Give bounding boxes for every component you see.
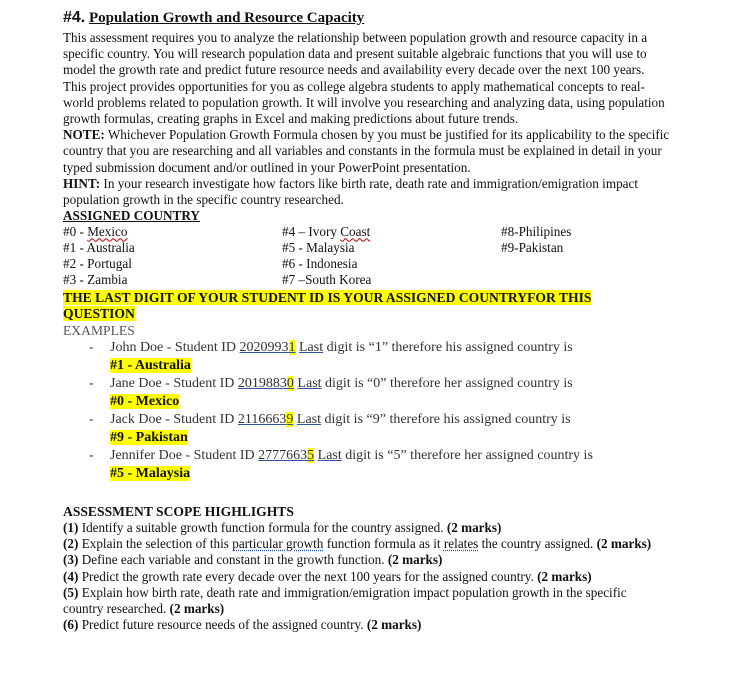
note-text: Whichever Population Growth Formula chosen by you must be justified for its applicability to the specific country that you are researching and all variables and constants in the formula must be explained in detail in your typed submission document and/or outlined in your PowerPoint presentation.: [63, 127, 670, 175]
scope-item-1: [63, 520, 663, 536]
list-dash: -: [89, 375, 94, 391]
hint-paragraph: [63, 176, 675, 208]
intro-paragraph-2: This project provides opportunities for you as college algebra students to apply mathematical concepts to real-world problems related to population growth. It will involve you researching and analyzing data, using population growth formulas, creating graphs in Excel and making predictions about future trends.: [63, 78, 665, 127]
country-item: [63, 224, 282, 240]
scope-item-marks: (2 marks): [596, 536, 652, 552]
question-heading: [63, 8, 732, 28]
last-word: Last: [317, 447, 342, 463]
example-suffix: digit is “0” therefore her assigned country is: [321, 375, 573, 391]
question-number: #4.: [63, 9, 86, 26]
country-item: #9-Pakistan: [501, 239, 564, 255]
example-suffix: digit is “1” therefore his assigned country is: [323, 339, 573, 355]
country-item: #3 - Zambia: [63, 272, 128, 288]
country-column-1: [63, 224, 282, 289]
scope-item-number: (2): [63, 536, 79, 552]
country-item: #1 - Australia: [63, 239, 135, 255]
country-item: #2 - Portugal: [63, 256, 132, 272]
student-id-last-digit: 1: [288, 339, 296, 355]
scope-item-marks: (2 marks): [387, 552, 443, 568]
student-id-digits: 2777663: [258, 447, 308, 463]
list-dash: -: [89, 447, 94, 463]
scope-item-number: (6): [63, 617, 79, 633]
country-name-coast: Coast: [340, 223, 371, 239]
scope-item-text: Predict the growth rate every decade over the next 100 years for the assigned country.: [78, 568, 538, 584]
country-prefix: #4 – Ivory: [282, 223, 341, 239]
student-id-digits: 2020993: [239, 339, 289, 355]
scope-item-text: function formula as it: [323, 536, 444, 552]
example-item: [63, 447, 663, 483]
scope-item-marks: (2 marks): [169, 601, 225, 617]
country-item: #7 –South Korea: [282, 272, 372, 288]
assigned-country-title: ASSIGNED COUNTRY: [63, 208, 200, 224]
country-item: [282, 224, 501, 240]
student-id: [238, 376, 294, 391]
student-id-last-digit: 0: [286, 375, 294, 391]
highlighted-notice: [63, 290, 663, 323]
example-item: [63, 411, 663, 447]
country-column-3: [501, 224, 671, 289]
scope-item-marks: (2 marks): [366, 617, 422, 633]
country-name-mexico: Mexico: [87, 223, 128, 239]
example-country: #1 - Australia: [110, 357, 191, 373]
scope-item-text: Explain how birth rate, death rate and immigration/emigration impact population growth in the specific country researched.: [63, 584, 627, 617]
country-column-2: [282, 224, 501, 289]
scope-item-number: (3): [63, 552, 79, 568]
examples-label: EXAMPLES: [63, 322, 135, 338]
scope-item-text: Predict future resource needs of the assigned country.: [78, 617, 367, 633]
example-country: #9 - Pakistan: [110, 429, 188, 445]
scope-item-text: Define each variable and constant in the growth function.: [78, 552, 388, 568]
example-suffix: digit is “5” therefore her assigned country is: [341, 447, 593, 463]
examples-list: [63, 339, 663, 483]
note-label: NOTE:: [63, 127, 105, 143]
last-word: Last: [297, 375, 322, 391]
student-id-last-digit: 5: [307, 447, 315, 463]
scope-item-marks: (2 marks): [537, 568, 592, 584]
student-id-digits: 2019883: [237, 375, 287, 391]
assessment-scope: [63, 504, 663, 634]
country-number: #0 -: [63, 223, 88, 239]
list-dash: -: [89, 411, 94, 427]
country-list: [63, 224, 675, 289]
scope-item-2: [63, 536, 663, 552]
scope-item-text-flagged: relates: [443, 536, 479, 552]
example-item: [63, 339, 663, 375]
country-item: #5 - Malaysia: [282, 239, 355, 255]
notice-text: THE LAST DIGIT OF YOUR STUDENT ID IS YOUR ASSIGNED COUNTRYFOR THIS QUESTION: [63, 289, 592, 322]
note-paragraph: [63, 127, 675, 176]
scope-item-number: (4): [63, 568, 79, 584]
student-id: [240, 340, 296, 355]
scope-item-text-flagged: particular growth: [232, 536, 324, 552]
example-item: [63, 375, 663, 411]
scope-item-number: (5): [63, 584, 79, 600]
scope-item-text: the country assigned.: [478, 536, 597, 552]
scope-item-6: [63, 617, 663, 633]
example-prefix: John Doe - Student ID: [110, 339, 240, 355]
last-word: Last: [296, 411, 322, 427]
example-prefix: Jane Doe - Student ID: [110, 375, 238, 391]
student-id-digits: 2116663: [237, 411, 287, 427]
scope-item-5: [63, 585, 663, 617]
example-prefix: Jack Doe - Student ID: [110, 411, 238, 427]
list-dash: -: [89, 339, 94, 355]
scope-item-marks: (2 marks): [446, 520, 502, 536]
country-item: #8-Philipines: [501, 223, 572, 239]
scope-item-text: Explain the selection of this: [78, 536, 233, 552]
example-suffix: digit is “9” therefore his assigned country is: [321, 411, 571, 427]
student-id-last-digit: 9: [286, 411, 294, 427]
hint-text: In your research investigate how factors like birth rate, death rate and immigration/emigration impact population growth in the specific country researched.: [63, 175, 639, 208]
scope-item-4: [63, 569, 663, 585]
question-title: Population Growth and Resource Capacity: [89, 10, 365, 26]
last-word: Last: [299, 339, 324, 355]
scope-item-number: (1): [63, 520, 79, 536]
country-item: #6 - Indonesia: [282, 256, 358, 272]
example-country: #5 - Malaysia: [110, 465, 191, 481]
student-id: [258, 448, 314, 463]
scope-title: ASSESSMENT SCOPE HIGHLIGHTS: [63, 503, 294, 519]
scope-item-3: [63, 552, 663, 568]
hint-label: HINT:: [63, 175, 101, 191]
example-country: #0 - Mexico: [110, 393, 180, 409]
example-prefix: Jennifer Doe - Student ID: [110, 447, 259, 463]
intro-paragraph-1: This assessment requires you to analyze the relationship between population growth and resource capacity in a specific country. You will research population data and present suitable algebraic functions that you will use to model the growth rate and predict future resource needs and availability every decade over the next 100 years.: [63, 30, 648, 78]
scope-item-text: Identify a suitable growth function formula for the country assigned.: [78, 520, 447, 536]
student-id: [238, 412, 293, 427]
